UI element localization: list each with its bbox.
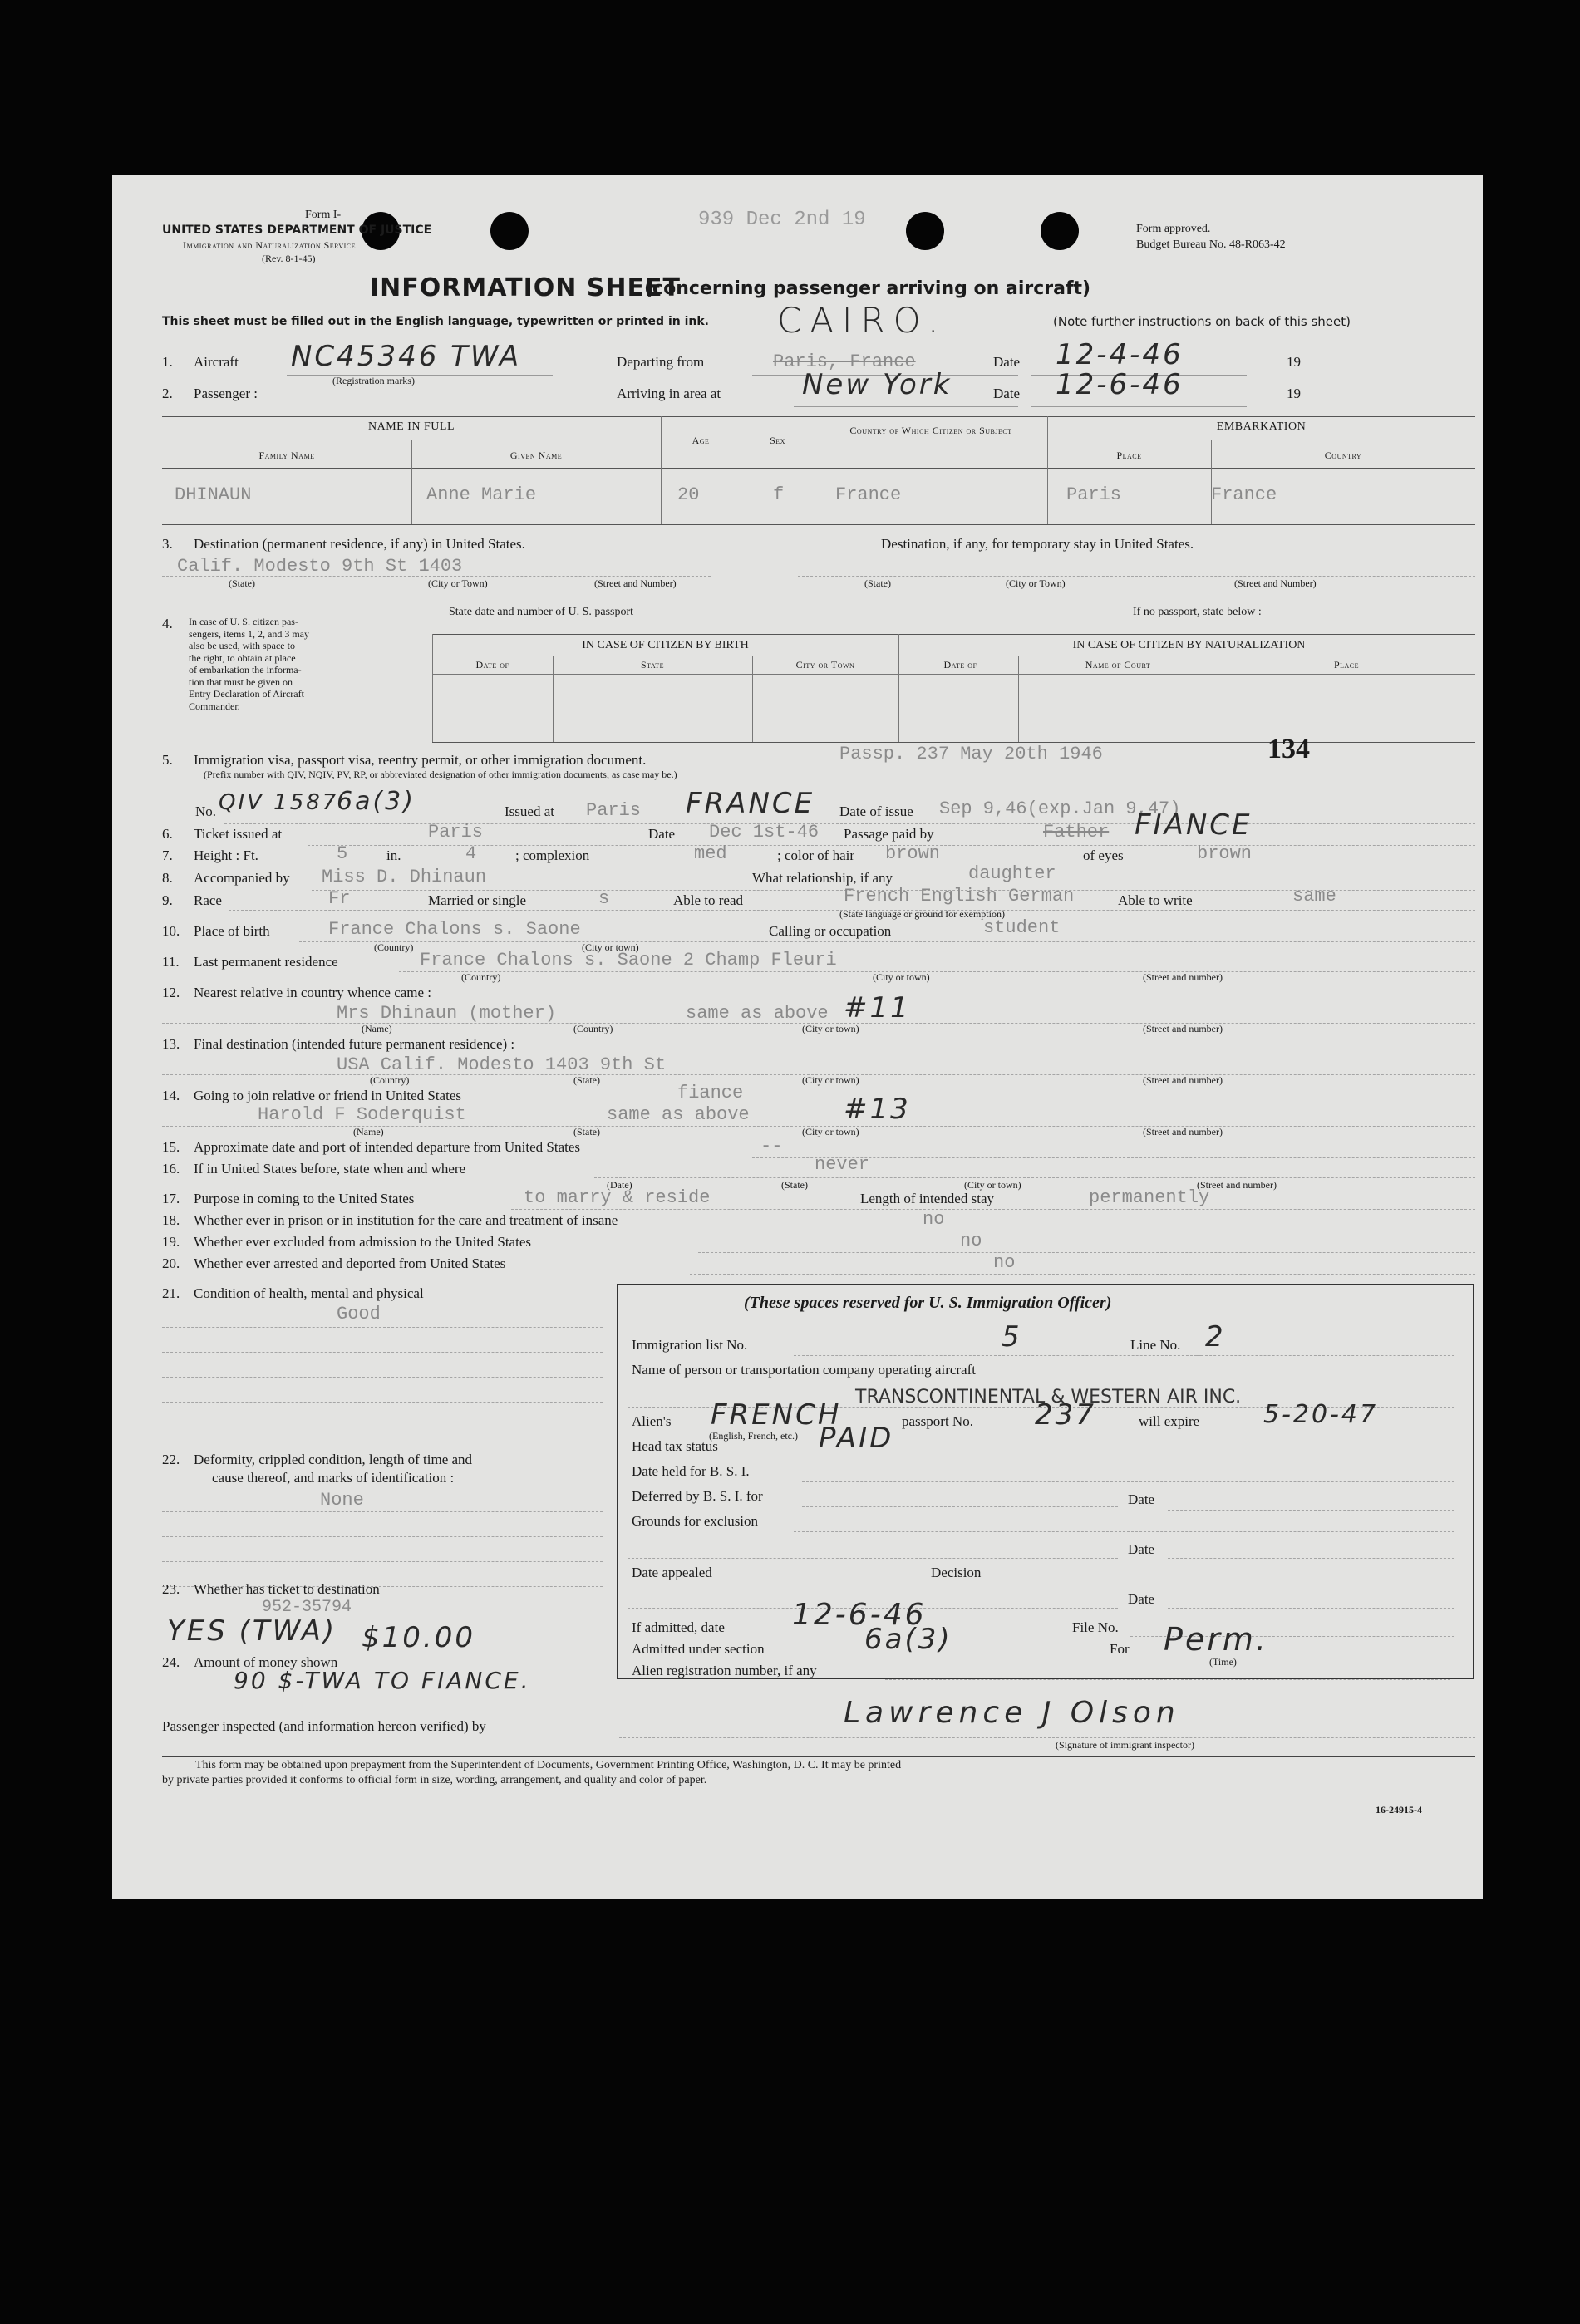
place-header: Place — [1116, 450, 1142, 461]
information-sheet-form — [112, 175, 1483, 1899]
street-caption: (Street and number) — [1143, 1023, 1223, 1034]
height-label: Height : Ft. — [194, 848, 258, 863]
occupation-value: student — [983, 917, 1061, 938]
item-14-number: 14. — [162, 1088, 180, 1103]
language-note: (State language or ground for exemption) — [839, 908, 1005, 920]
country-caption: (Country) — [370, 1074, 410, 1086]
destination-label: Destination (permanent residence, if any) in United States. — [194, 536, 525, 552]
appeal-date-label: Date — [1128, 1591, 1155, 1607]
ticket-number-value: 952-35794 — [262, 1598, 352, 1617]
date-of-issue-label: Date of issue — [839, 803, 913, 819]
final-destination-label: Final destination (intended future permanent residence) : — [194, 1036, 515, 1052]
city-caption: (City or town) — [582, 941, 639, 953]
footer-text-line2: by private parties provided it conforms to official form in size, wording, arrangement, and quality and color of paper. — [162, 1774, 707, 1786]
item-16-number: 16. — [162, 1161, 180, 1177]
departing-label: Departing from — [617, 354, 705, 370]
relative-in-us-handwritten: #13 — [844, 1093, 911, 1126]
stamped-number: 134 — [1267, 734, 1310, 764]
admitted-date-value: 12-6-46 — [792, 1598, 927, 1632]
citizen-by-birth-header: IN CASE OF CITIZEN BY BIRTH — [582, 639, 749, 651]
street-caption: (Street and number) — [1143, 971, 1223, 983]
given-name-value: Anne Marie — [426, 484, 537, 505]
deported-value: no — [993, 1252, 1016, 1273]
nearest-relative-label: Nearest relative in country whence came : — [194, 985, 432, 1000]
alien-registration-label: Alien registration number, if any — [632, 1663, 817, 1678]
decision-label: Decision — [931, 1565, 982, 1580]
eye-color-label: of eyes — [1083, 848, 1124, 863]
able-to-read-label: Able to read — [673, 892, 744, 908]
item-15-number: 15. — [162, 1139, 180, 1155]
date-stamp: 939 Dec 2nd 19 — [698, 209, 866, 231]
aircraft-label: Aircraft — [194, 354, 239, 370]
health-value: Good — [337, 1304, 381, 1324]
city-caption: (City or town) — [964, 1179, 1021, 1191]
item-21-number: 21. — [162, 1285, 180, 1301]
handwritten-cairo: CAIRO. — [777, 300, 948, 341]
money-amount-handwritten: $10.00 — [362, 1621, 475, 1654]
item-13-number: 13. — [162, 1036, 180, 1052]
place-of-birth-label: Place of birth — [194, 923, 270, 939]
age-header: Age — [692, 435, 710, 446]
state-caption: (State) — [229, 577, 255, 589]
punch-hole — [490, 212, 529, 250]
aliens-label: Alien's — [632, 1413, 672, 1429]
departure-date: 12-4-46 — [1056, 338, 1184, 371]
passage-paid-handwritten: FIANCE — [1135, 808, 1253, 842]
length-of-stay-label: Length of intended stay — [860, 1191, 994, 1206]
item-11-number: 11. — [162, 954, 180, 970]
date-of-header: Date of — [475, 659, 509, 671]
inspector-signature: Lawrence J Olson — [844, 1696, 1180, 1730]
exclusion-date-label: Date — [1128, 1541, 1155, 1557]
immigration-doc-value: Passp. 237 May 20th 1946 — [839, 744, 1103, 764]
state-caption: (State) — [573, 1126, 600, 1137]
officer-section-title: (These spaces reserved for U. S. Immigration Officer) — [744, 1294, 1112, 1312]
nearest-relative-handwritten: #11 — [844, 991, 911, 1024]
nearest-relative-value: Mrs Dhinaun (mother) — [337, 1003, 557, 1024]
item-4-number: 4. — [162, 616, 173, 631]
line-no-value: 2 — [1205, 1320, 1226, 1354]
embarkation-country-value: France — [1211, 484, 1277, 505]
purpose-label: Purpose in coming to the United States — [194, 1191, 415, 1206]
height-inches-value: 4 — [465, 843, 477, 864]
ticket-issued-value: Paris — [428, 822, 484, 843]
relative-in-us-value: Harold F Soderquist — [258, 1104, 466, 1125]
name-in-full-header: NAME IN FULL — [368, 420, 455, 433]
issued-at-value: Paris — [586, 800, 642, 821]
hair-color-value: brown — [885, 843, 941, 864]
date-held-label: Date held for B. S. I. — [632, 1463, 750, 1479]
will-expire-label: will expire — [1139, 1413, 1200, 1429]
departing-value: Paris, France — [773, 351, 916, 372]
date-label: Date — [993, 354, 1021, 370]
street-caption: (Street and number) — [1143, 1126, 1223, 1137]
for-value: Perm. — [1164, 1621, 1269, 1658]
relationship-value: daughter — [968, 863, 1056, 884]
item-10-number: 10. — [162, 923, 180, 939]
street-caption: (Street and Number) — [1234, 577, 1317, 589]
departure-from-us-label: Approximate date and port of intended departure from United States — [194, 1139, 580, 1155]
ticket-date-label: Date — [648, 826, 676, 842]
will-expire-value: 5-20-47 — [1263, 1400, 1379, 1429]
city-caption: (City or town) — [873, 971, 930, 983]
item-24-number: 24. — [162, 1654, 180, 1670]
passport-no-value: 237 — [1035, 1398, 1096, 1432]
admitted-section-value: 6a(3) — [864, 1623, 952, 1656]
temporary-destination-label: Destination, if any, for temporary stay in United States. — [881, 536, 1194, 552]
departure-from-us-value: -- — [760, 1136, 783, 1157]
city-caption: (City or town) — [802, 1126, 859, 1137]
deformity-label-line1: Deformity, crippled condition, length of time and — [194, 1452, 473, 1467]
deported-label: Whether ever arrested and deported from United States — [194, 1255, 506, 1271]
street-caption: (Street and number) — [1143, 1074, 1223, 1086]
street-caption: (Street and number) — [1197, 1179, 1277, 1191]
date-label: Date — [993, 386, 1021, 401]
excluded-value: no — [960, 1231, 982, 1251]
state-header: State — [640, 659, 665, 671]
head-tax-value: PAID — [819, 1422, 894, 1455]
money-note-handwritten: 90 $-TWA TO FIANCE. — [234, 1667, 531, 1694]
document-prefix-note: (Prefix number with QIV, NQIV, PV, RP, or abbreviated designation of other immigration documents, as case may be.) — [204, 769, 677, 780]
grounds-exclusion-label: Grounds for exclusion — [632, 1513, 759, 1529]
immigration-list-label: Immigration list No. — [632, 1337, 748, 1353]
deferred-label: Deferred by B. S. I. for — [632, 1488, 763, 1504]
citizen-country-value: France — [835, 484, 902, 505]
for-label: For — [1110, 1641, 1130, 1657]
item-5-number: 5. — [162, 752, 173, 768]
passenger-label: Passenger : — [194, 386, 258, 401]
us-citizen-instructions: In case of U. S. citizen pas- sengers, items 1, 2, and 3 may also be used, with space to the right, to obtain at place of embarkation the informa- tion that must be given on Entry Declaration of Aircraft Commander. — [189, 616, 309, 712]
city-caption: (City or town) — [802, 1074, 859, 1086]
country-caption: (Country) — [374, 941, 414, 953]
city-or-town-header: City or Town — [795, 659, 855, 671]
date-caption: (Date) — [607, 1179, 632, 1191]
race-label: Race — [194, 892, 222, 908]
operating-company-value: TRANSCONTINENTAL & WESTERN AIR INC. — [855, 1387, 1242, 1408]
arrival-date: 12-6-46 — [1056, 368, 1184, 401]
last-residence-label: Last permanent residence — [194, 954, 338, 970]
item-22-number: 22. — [162, 1452, 180, 1467]
item-12-number: 12. — [162, 985, 180, 1000]
place-of-birth-value: France Chalons s. Saone — [328, 919, 581, 940]
excluded-label: Whether ever excluded from admission to the United States — [194, 1234, 531, 1250]
time-caption: (Time) — [1209, 1656, 1237, 1668]
passport-no-label: passport No. — [902, 1413, 973, 1429]
arriving-value: New York — [802, 368, 952, 401]
form-title: INFORMATION SHEET — [370, 273, 681, 302]
date-appealed-label: Date appealed — [632, 1565, 712, 1580]
head-tax-label: Head tax status — [632, 1438, 718, 1454]
able-to-write-value: same — [1292, 886, 1336, 907]
age-value: 20 — [677, 484, 700, 505]
state-caption: (State) — [781, 1179, 808, 1191]
prison-label: Whether ever in prison or in institution for the care and treatment of insane — [194, 1212, 618, 1228]
immigration-doc-label: Immigration visa, passport visa, reentry permit, or other immigration document. — [194, 752, 647, 768]
deferred-date-label: Date — [1128, 1491, 1155, 1507]
handwritten-section-code: 6a(3) — [337, 787, 416, 816]
marital-status-label: Married or single — [428, 892, 527, 908]
date-of-issue-value: Sep 9,46(exp.Jan 9,47) — [939, 798, 1181, 819]
previous-us-visit-label: If in United States before, state when and where — [194, 1161, 466, 1177]
item-8-number: 8. — [162, 870, 173, 886]
marital-status-value: s — [598, 888, 610, 909]
occupation-label: Calling or occupation — [769, 923, 892, 939]
punch-hole — [906, 212, 944, 250]
embarkation-header: EMBARKATION — [1216, 420, 1307, 433]
eye-color-value: brown — [1197, 843, 1253, 864]
aircraft-value: NC45346 TWA — [291, 340, 522, 373]
item-17-number: 17. — [162, 1191, 180, 1206]
given-name-header: Given Name — [509, 450, 563, 461]
country-caption: (Country) — [573, 1023, 613, 1034]
us-passport-label: State date and number of U. S. passport — [449, 606, 634, 618]
immigration-list-value: 5 — [1002, 1320, 1022, 1354]
budget-bureau-number: Budget Bureau No. 48-R063-42 — [1136, 238, 1286, 251]
form-revision: (Rev. 8-1-45) — [262, 253, 316, 264]
ticket-date-value: Dec 1st-46 — [709, 822, 820, 843]
item-3-number: 3. — [162, 536, 173, 552]
issued-at-handwritten: FRANCE — [686, 787, 815, 820]
destination-value: Calif. Modesto 9th St 1403 — [177, 556, 463, 577]
prison-value: no — [923, 1209, 945, 1230]
item-1-number: 1. — [162, 354, 173, 370]
line-no-label: Line No. — [1130, 1337, 1181, 1353]
city-caption: (City or Town) — [1006, 577, 1066, 589]
item-18-number: 18. — [162, 1212, 180, 1228]
punch-hole — [1041, 212, 1079, 250]
year-label: 19 — [1287, 386, 1301, 401]
ticket-to-destination-label: Whether has ticket to destination — [194, 1581, 380, 1597]
registration-caption: (Registration marks) — [332, 375, 415, 386]
nearest-relative-address: same as above — [686, 1003, 829, 1024]
item-7-number: 7. — [162, 848, 173, 863]
admitted-date-label: If admitted, date — [632, 1619, 725, 1635]
year-label: 19 — [1287, 354, 1301, 370]
passage-paid-value: Father — [1043, 822, 1110, 843]
passage-paid-label: Passage paid by — [844, 826, 934, 842]
place-header: Place — [1333, 659, 1360, 671]
deformity-label-line2: cause thereof, and marks of identification : — [212, 1470, 455, 1486]
relative-in-us-address: same as above — [607, 1104, 750, 1125]
city-caption: (City or Town) — [428, 577, 488, 589]
admitted-section-label: Admitted under section — [632, 1641, 765, 1657]
form-subtitle: (concerning passenger arriving on aircraft) — [644, 278, 1091, 299]
state-caption: (State) — [864, 577, 891, 589]
inspected-by-label: Passenger inspected (and information hereon verified) by — [162, 1718, 486, 1734]
able-to-write-label: Able to write — [1118, 892, 1193, 908]
relationship-label: What relationship, if any — [752, 870, 893, 886]
agency-service: Immigration and Naturalization Service — [183, 239, 357, 251]
form-number: Form I- — [305, 209, 342, 221]
last-residence-value: France Chalons s. Saone 2 Champ Fleuri — [420, 950, 837, 970]
length-of-stay-value: permanently — [1089, 1187, 1210, 1208]
name-caption: (Name) — [362, 1023, 392, 1034]
health-label: Condition of health, mental and physical — [194, 1285, 424, 1301]
item-6-number: 6. — [162, 826, 173, 842]
document-no-value: QIV 1587 — [219, 790, 339, 815]
instructions-left: This sheet must be filled out in the English language, typewritten or printed in ink. — [162, 315, 709, 328]
embarkation-place-value: Paris — [1066, 484, 1122, 505]
complexion-value: med — [694, 843, 727, 864]
ticket-issued-label: Ticket issued at — [194, 826, 283, 842]
document-no-label: No. — [195, 803, 217, 819]
form-approved: Form approved. — [1136, 223, 1211, 235]
operating-company-label: Name of person or transportation company operating aircraft — [632, 1362, 976, 1378]
ticket-handwritten: YES (TWA) — [167, 1614, 337, 1648]
relative-in-us-label: Going to join relative or friend in United States — [194, 1088, 461, 1103]
city-caption: (City or town) — [802, 1023, 859, 1034]
race-value: Fr — [328, 888, 351, 909]
item-9-number: 9. — [162, 892, 173, 908]
family-name-value: DHINAUN — [175, 484, 252, 505]
instructions-right: (Note further instructions on back of this sheet) — [1053, 314, 1351, 329]
footer-text-line1: This form may be obtained upon prepayment from the Superintendent of Documents, Government Printing Office, Washington, D. C. It may be printed — [195, 1759, 902, 1771]
purpose-value: to marry & reside — [524, 1187, 711, 1208]
date-of-header: Date of — [943, 659, 977, 671]
accompanied-by-value: Miss D. Dhinaun — [322, 867, 487, 887]
citizen-country-header: Country of Which Citizen or Subject — [849, 425, 1012, 436]
height-inches-label: in. — [386, 848, 401, 863]
item-20-number: 20. — [162, 1255, 180, 1271]
deformity-value: None — [320, 1490, 364, 1511]
accompanied-by-label: Accompanied by — [194, 870, 290, 886]
name-caption: (Name) — [353, 1126, 384, 1137]
street-caption: (Street and Number) — [594, 577, 677, 589]
able-to-read-value: French English German — [844, 886, 1075, 907]
printer-code: 16-24915-4 — [1376, 1804, 1422, 1815]
previous-us-visit-value: never — [815, 1154, 870, 1175]
arriving-label: Arriving in area at — [617, 386, 721, 401]
height-feet-value: 5 — [337, 843, 348, 864]
item-2-number: 2. — [162, 386, 173, 401]
nationality-caption: (English, French, etc.) — [709, 1430, 798, 1442]
no-passport-label: If no passport, state below : — [1133, 606, 1262, 618]
nationality-handwritten: FRENCH — [711, 1398, 842, 1432]
issued-at-label: Issued at — [505, 803, 554, 819]
file-no-label: File No. — [1072, 1619, 1119, 1635]
complexion-label: ; complexion — [515, 848, 590, 863]
relationship-in-us: fiance — [677, 1083, 744, 1103]
item-23-number: 23. — [162, 1581, 180, 1597]
signature-caption: (Signature of immigrant inspector) — [1056, 1739, 1194, 1751]
hair-color-label: ; color of hair — [777, 848, 854, 863]
final-destination-value: USA Calif. Modesto 1403 9th St — [337, 1054, 667, 1075]
sex-value: f — [773, 484, 785, 505]
citizen-by-naturalization-header: IN CASE OF CITIZEN BY NATURALIZATION — [1072, 639, 1306, 651]
country-caption: (Country) — [461, 971, 501, 983]
name-of-court-header: Name of Court — [1085, 659, 1151, 671]
family-name-header: Family Name — [258, 450, 315, 461]
sex-header: Sex — [770, 435, 785, 446]
money-shown-label: Amount of money shown — [194, 1654, 338, 1670]
country-header: Country — [1324, 450, 1362, 461]
state-caption: (State) — [573, 1074, 600, 1086]
item-19-number: 19. — [162, 1234, 180, 1250]
agency-name: UNITED STATES DEPARTMENT OF JUSTICE — [162, 224, 432, 237]
